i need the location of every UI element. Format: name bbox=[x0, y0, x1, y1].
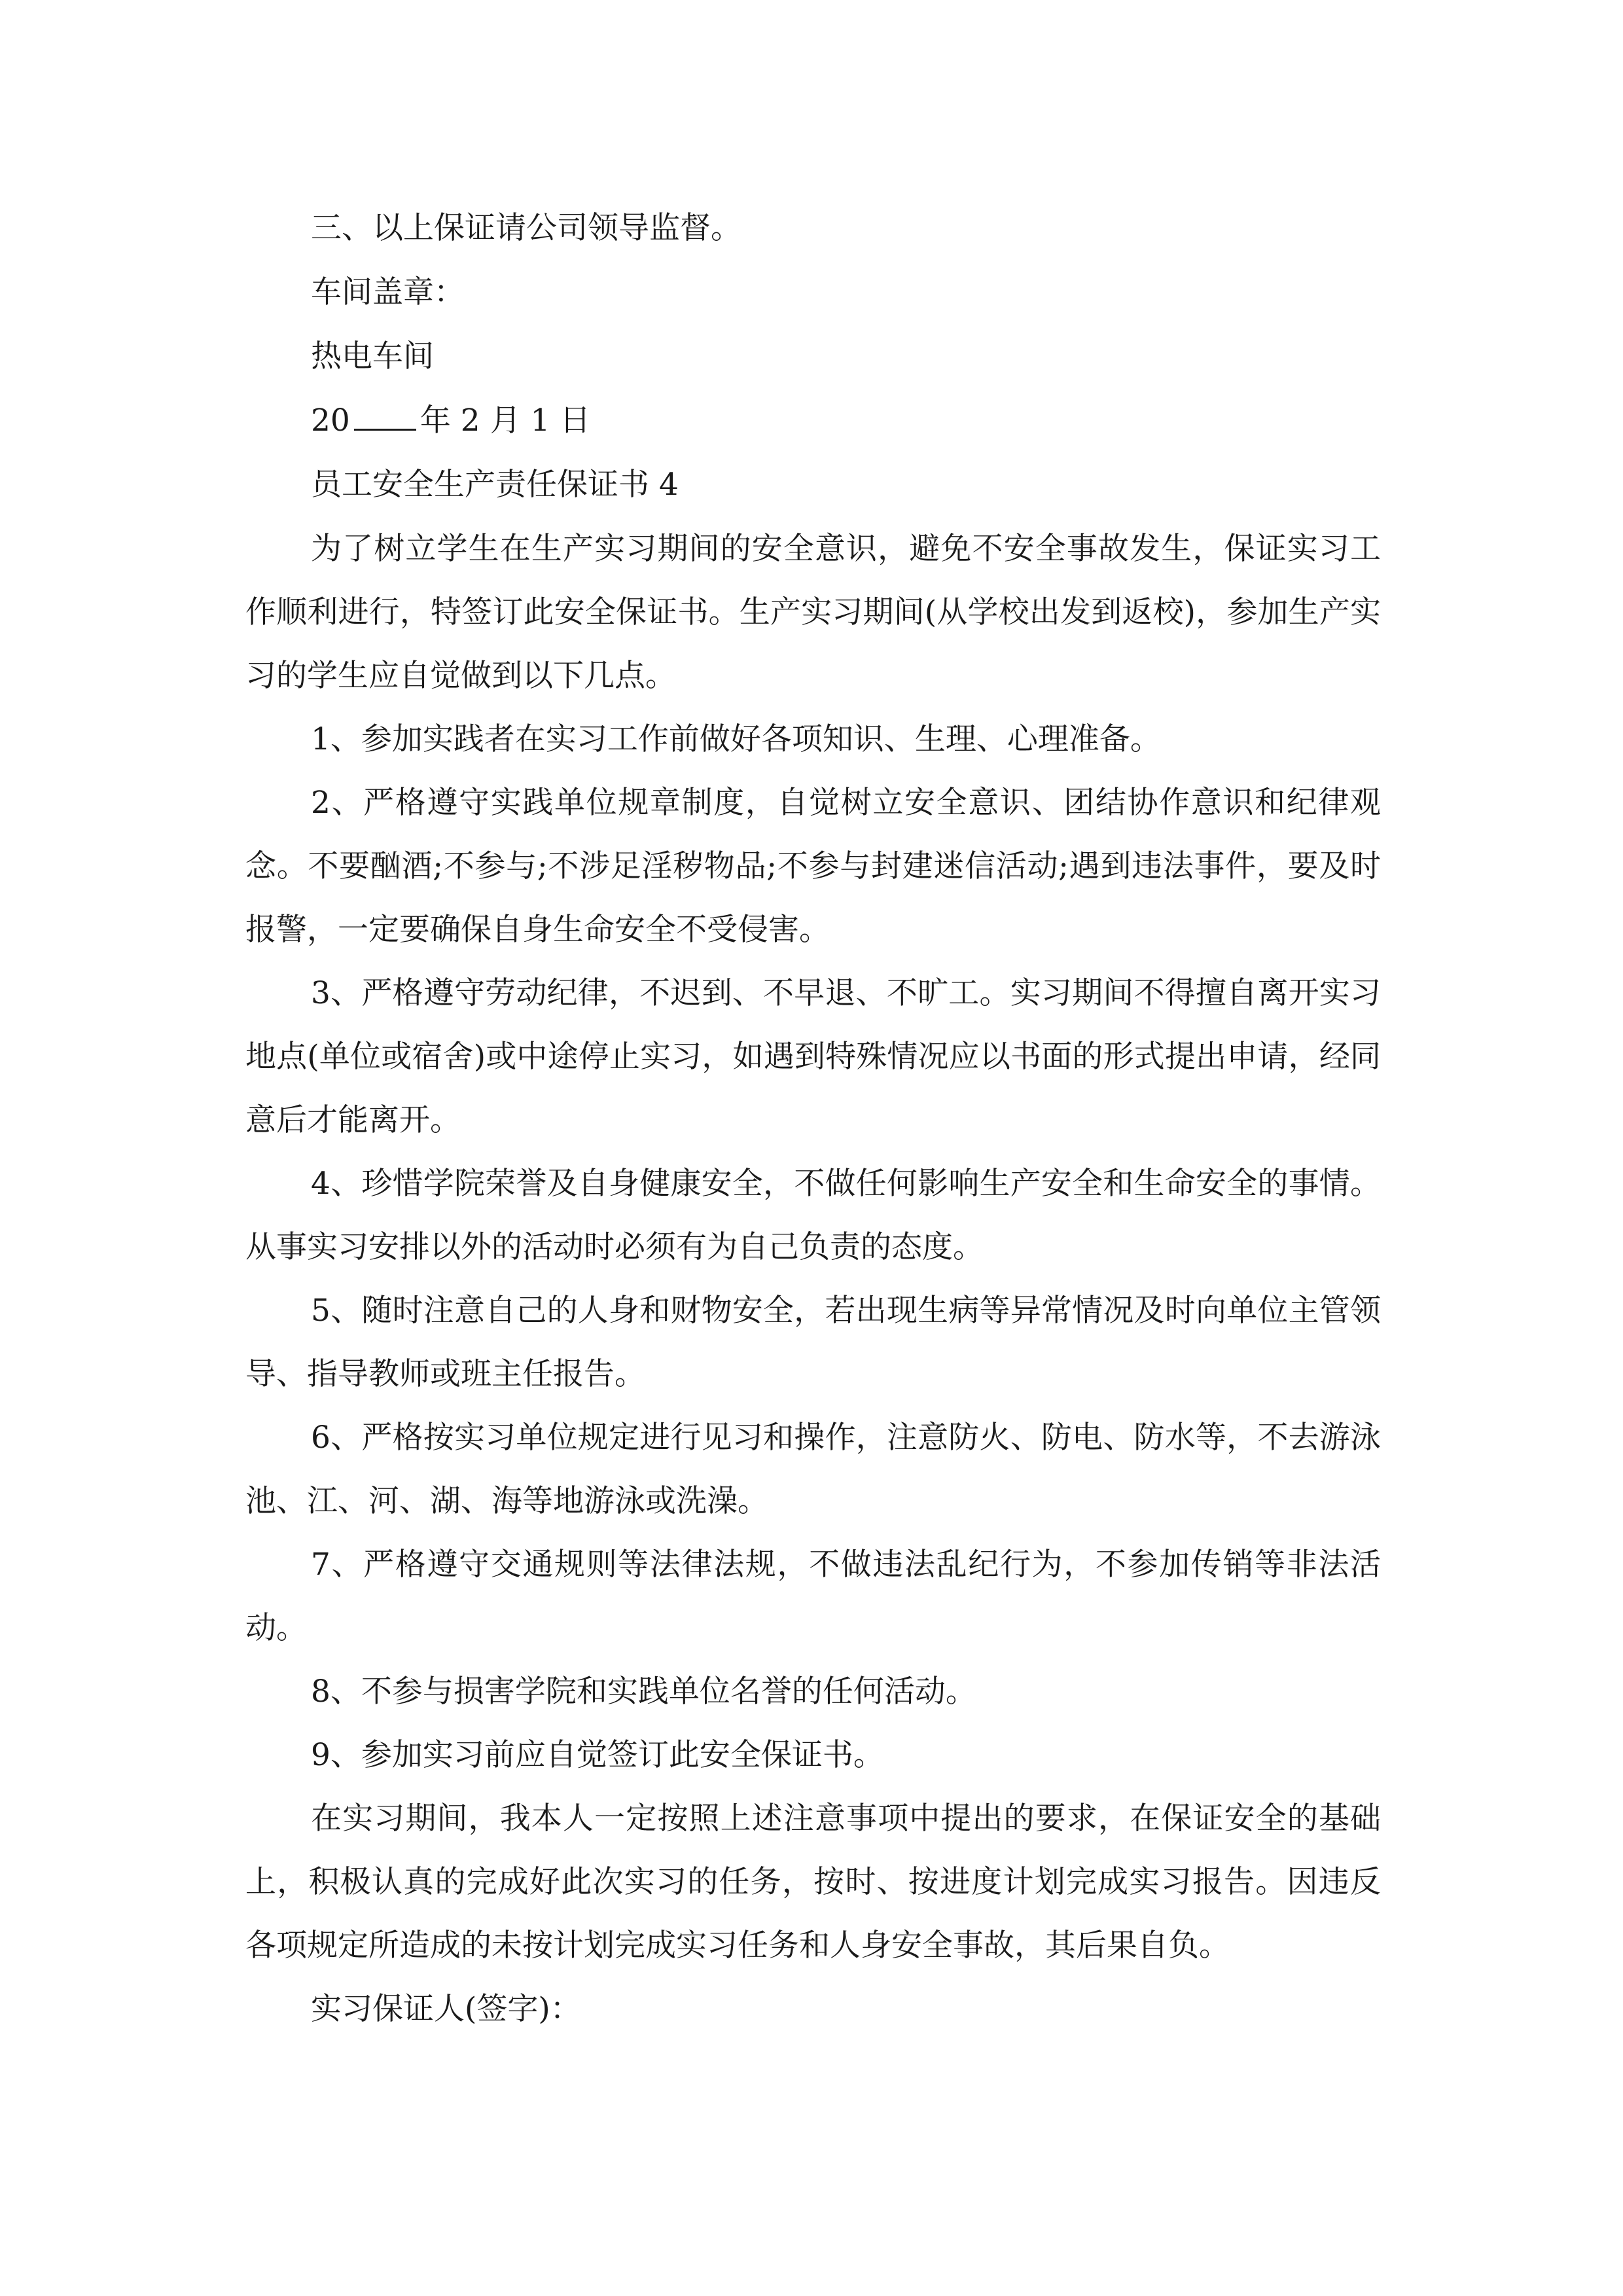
date-line bbox=[245, 389, 1381, 453]
document-title: 员工安全生产责任保证书 4 bbox=[311, 467, 679, 503]
signature-label: 实习保证人(签字)： bbox=[311, 1991, 581, 2027]
item-3-line: 三、以上保证请公司领导监督。 bbox=[311, 210, 741, 246]
list-item: 1、参加实践者在实习工作前做好各项知识、生理、心理准备。 bbox=[311, 721, 1161, 757]
list-item: 8、不参与损害学院和实践单位名誉的任何活动。 bbox=[311, 1674, 976, 1710]
intro-paragraph: 为了树立学生在生产实习期间的安全意识，避免不安全事故发生，保证实习工作顺利进行，特签订此安全保证书。生产实习期间(从学校出发到返校)，参加生产实习的学生应自觉做到以下几点。 bbox=[245, 531, 1381, 694]
list-item: 5、随时注意自己的人身和财物安全，若出现生病等异常情况及时向单位主管领导、指导教师或班主任报告。 bbox=[245, 1293, 1381, 1392]
list-item: 6、严格按实习单位规定进行见习和操作，注意防火、防电、防水等，不去游泳池、江、河、湖、海等地游泳或洗澡。 bbox=[245, 1420, 1381, 1519]
document-page bbox=[245, 196, 1381, 2041]
seal-label: 车间盖章： bbox=[311, 274, 465, 310]
list-item: 2、严格遵守实践单位规章制度，自觉树立安全意识、团结协作意识和纪律观念。不要酗酒;不参与;不涉足淫秽物品;不参与封建迷信活动;遇到违法事件，要及时报警，一定要确保自身生命安全不受侵害。 bbox=[245, 785, 1381, 948]
list-item: 3、严格遵守劳动纪律，不迟到、不早退、不旷工。实习期间不得擅自离开实习地点(单位或宿舍)或中途停止实习，如遇到特殊情况应以书面的形式提出申请，经同意后才能离开。 bbox=[245, 975, 1381, 1138]
list-item: 4、珍惜学院荣誉及自身健康安全，不做任何影响生产安全和生命安全的事情。从事实习安排以外的活动时必须有为自己负责的态度。 bbox=[245, 1166, 1381, 1265]
workshop-name: 热电车间 bbox=[311, 338, 434, 374]
date-blank bbox=[354, 404, 416, 431]
closing-paragraph: 在实习期间，我本人一定按照上述注意事项中提出的要求，在保证安全的基础上，积极认真的完成好此次实习的任务，按时、按进度计划完成实习报告。因违反各项规定所造成的未按计划完成实习任务和人身安全事故，其后果自负。 bbox=[245, 1801, 1381, 1964]
list-item: 7、严格遵守交通规则等法律法规，不做违法乱纪行为，不参加传销等非法活动。 bbox=[245, 1547, 1381, 1646]
date-prefix: 20 bbox=[311, 403, 350, 439]
date-suffix: 年 2 月 1 日 bbox=[419, 403, 591, 439]
list-item: 9、参加实习前应自觉签订此安全保证书。 bbox=[311, 1737, 884, 1773]
